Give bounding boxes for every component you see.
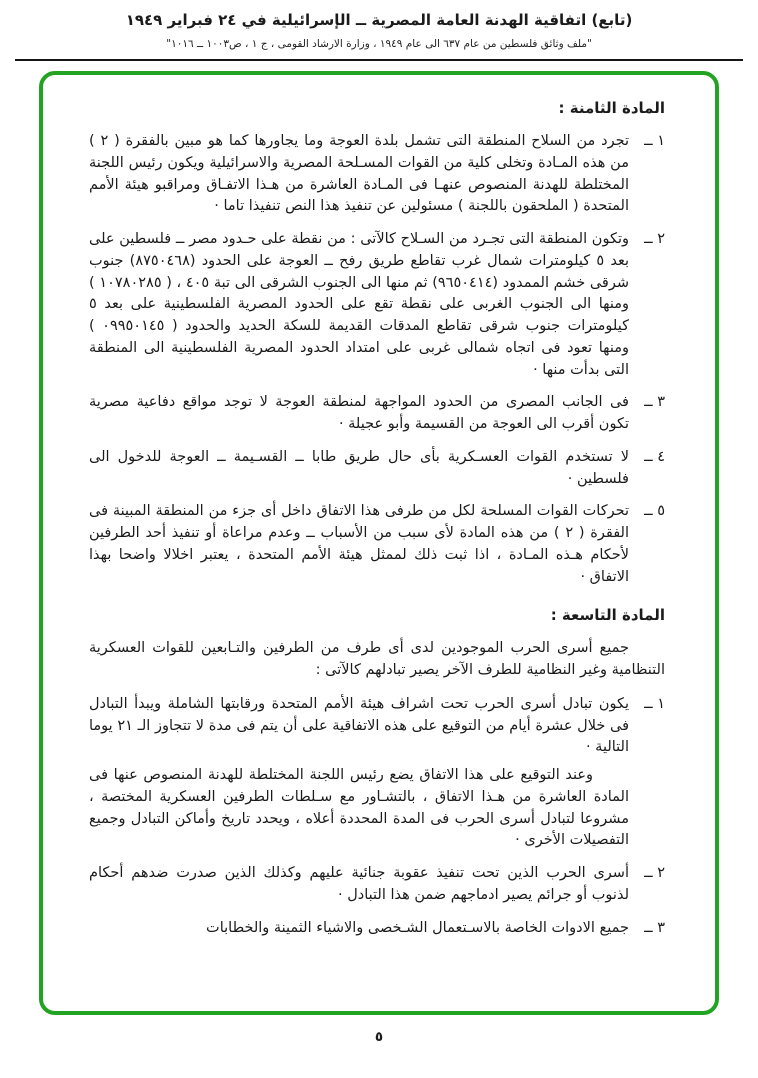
source-citation: "ملف وثائق فلسطين من عام ٦٣٧ الى عام ١٩٤٩ ، وزارة الارشاد القومى ، ج ١ ، ص١٠٠٣ ــ ١٠١٦" xyxy=(166,38,592,50)
item-body xyxy=(89,131,629,218)
articles-container xyxy=(89,99,665,939)
item-paragraph: فى الجانب المصرى من الحدود المواجهة لمنطقة العوجة لا توجد مواقع دفاعية مصرية تكون أقرب الى العوجة من القسيمة وأبو عجيلة · xyxy=(89,394,629,432)
document-title: (تابع) اتفاقية الهدنة العامة المصرية ــ الإسرائيلية في ٢٤ فبراير ١٩٤٩ xyxy=(125,11,633,29)
page-number: ٥ xyxy=(374,1029,384,1045)
article-item xyxy=(89,392,665,436)
item-number: ٣ ــ xyxy=(644,919,665,936)
item-paragraph: لا تستخدم القوات العسـكرية بأى حال طريق طابا ــ القسـيمة ــ العوجة للدخول الى فلسطين · xyxy=(89,448,629,487)
article-section xyxy=(89,99,665,588)
item-paragraph: يكون تبادل أسرى الحرب تحت اشراف هيئة الأمم المتحدة ورقابتها الشاملة ويبدأ التبادل فى خلال عشرة أيام من التوقيع على هذه الاتفاقية على أن يتم فى مدة لا تتجاوز الـ ٢١ يوما التالية · xyxy=(89,695,629,756)
header-divider xyxy=(15,59,743,61)
item-number: ١ ــ xyxy=(644,133,665,149)
article-item xyxy=(89,501,665,588)
content-border-box xyxy=(39,71,719,1015)
article-heading: المادة الثامنة : xyxy=(558,99,665,117)
item-number: ١ ــ xyxy=(644,695,665,712)
item-number: ٢ ــ xyxy=(644,231,665,247)
article-item xyxy=(89,863,665,907)
item-body xyxy=(89,918,629,940)
article-intro-paragraph: جميع أسرى الحرب الموجودين لدى أى طرف من الطرفين والتـابعين للقوات العسكرية التنظامية وغير النظامية للطرف الآخر يصير تبادلهم كالآتى : xyxy=(89,640,665,678)
item-body xyxy=(89,863,629,907)
article-heading: المادة التاسعة : xyxy=(550,606,665,625)
item-body xyxy=(89,501,629,588)
item-number: ٥ ــ xyxy=(644,503,665,520)
item-paragraph: أسرى الحرب الذين تحت تنفيذ عقوبة جنائية عليهم وكذلك الذين صدرت ضدهم أحكام لذنوب أو جرائم يصير ادماجهم ضمن هذا التبادل · xyxy=(89,865,629,903)
article-item xyxy=(89,229,665,381)
item-paragraph: تحركات القوات المسلحة لكل من طرفى هذا الاتفاق داخل أى جزء من المنطقة المبينة فى الفقرة ( ٢ ) من هذه المادة لأى سبب من الأسباب ــ وعدم مراعاة أو تنفيذ أحد الطرفين لأحكام هـذه المـادة ، اذا ثبت ذلك لممثل هيئة الأمم المتحدة ، يعتبر اخلالا واضحا بهذا الاتفاق · xyxy=(89,503,629,585)
item-paragraph: وتكون المنطقة التى تجـرد من السـلاح كالآتى : من نقطة على حـدود مصر ــ فلسطين على بعد ٥ كيلومترات شمال غرب تقاطع طريق رفح ــ العوجة على الحدود (٨٧٥٠٤٦٨) جنوب شرقى خشم الممدود (٩٦٥٠٤١٤) ثم منها الى الجنوب الشرقى الى تبة ٤٠٥ ، ( ١٠٧٨٠٢٨٥ ) ومنها الى الجنوب الغربى على نقطة تقع على الحدود المصرية الفلسطينية على بعد ٥ كيلومترات جنوب شرقى تقاطع المدقات القديمة للسكة الحديد والحدود ( ٠٩٩٥٠١٤٥ ) ومنها تعود فى اتجاه شمالى غربى على امتداد الحدود المصرية الفلسطينية الى المنطقة التى بدأت منها · xyxy=(89,231,629,378)
article-item xyxy=(89,694,665,852)
item-number: ٤ ــ xyxy=(644,448,665,465)
article-item xyxy=(89,131,665,218)
article-item xyxy=(89,447,665,491)
item-paragraph: جميع الادوات الخاصة بالاسـتعمال الشـخصى والاشياء الثمينة والخطابات xyxy=(206,919,629,936)
document-header xyxy=(0,0,758,61)
item-paragraph: تجرد من السلاح المنطقة التى تشمل بلدة العوجة وما يجاورها كما هو مبين بالفقرة ( ٢ ) من هذه المـادة وتخلى كلية من القوات المسـلحة المصرية والاسرائيلية ويكون رئيس اللجنة المختلطة للهدنة المنصوص عنهـا فى المـادة العاشرة من هـذا الاتفـاق ومراقبو هيئة الأمم المتحدة ( الملحقون باللجنة ) مسئولين عن تنفيذ هذا النص تنفيذا تاما · xyxy=(89,133,629,215)
article-section xyxy=(89,606,665,939)
article-item xyxy=(89,918,665,940)
item-number: ٢ ــ xyxy=(644,865,665,881)
item-body xyxy=(89,694,629,852)
item-paragraph: وعند التوقيع على هذا الاتفاق يضع رئيس اللجنة المختلطة للهدنة المنصوص عنها فى المادة العاشرة من هـذا الاتفاق ، بالتشـاور مع سـلطات الطرفين العسكرية المختصة ، مشروعا لتبادل أسرى الحرب فى المدة المحددة أعلاه ، ويحدد تاريخ وأماكن التبادل وجميع التفصيلات الأخرى · xyxy=(89,767,629,849)
item-number: ٣ ــ xyxy=(644,394,665,411)
item-body xyxy=(89,392,629,436)
item-body xyxy=(89,447,629,491)
item-body xyxy=(89,229,629,381)
